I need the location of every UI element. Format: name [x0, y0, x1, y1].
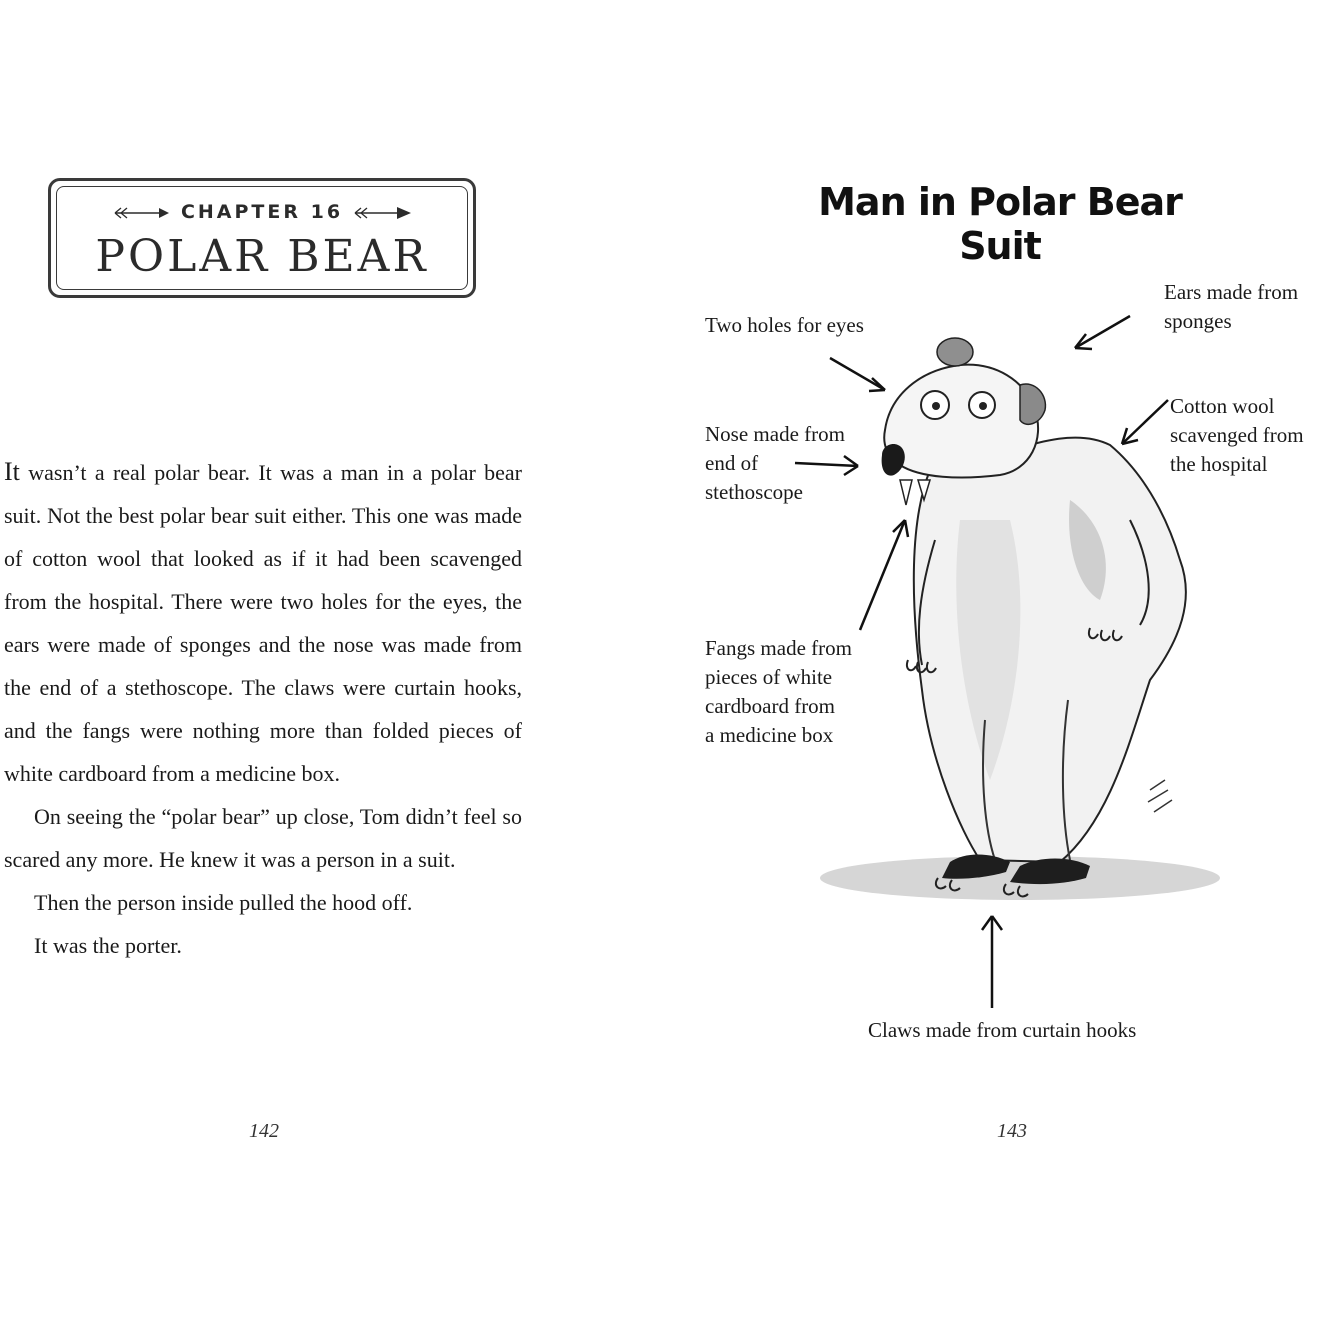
label-nose: Nose made from end of stethoscope	[705, 422, 845, 504]
page-number-left: 142	[249, 1120, 279, 1142]
label-eyes: Two holes for eyes	[705, 313, 864, 337]
label-claws: Claws made from curtain hooks	[868, 1018, 1137, 1042]
page-number-right: 143	[997, 1120, 1027, 1142]
diagram-title: Man in Polar Bear Suit	[818, 180, 1182, 268]
right-page	[660, 0, 1320, 1320]
paragraph-1-text: wasn’t a real polar bear. It was a man in a polar bear suit. Not the best polar bear suit either. This one was made of cotton wool that looked as if it had been scavenged from the hospital. There were two holes for the eyes, the ears were made of sponges and the nose was made from the end of a stethoscope. The claws were curtain hooks, and the fangs were nothing more than folded pieces of white cardboard from a medicine box.	[4, 460, 522, 786]
chapter-label-row	[51, 201, 473, 223]
first-word: It	[4, 457, 20, 486]
chapter-heading-box	[48, 178, 476, 298]
label-fangs: Fangs made from pieces of white cardboard from a medicine box	[705, 636, 852, 747]
arrow-left-decoration-icon	[111, 206, 171, 220]
label-cotton-wool: Cotton wool scavenged from the hospital	[1170, 394, 1304, 476]
arrow-right-decoration-icon	[353, 206, 413, 220]
chapter-label: CHAPTER 16	[180, 201, 344, 223]
paragraph-1	[4, 450, 522, 795]
chapter-body-text	[4, 450, 522, 967]
paragraph-3: Then the person inside pulled the hood off.	[34, 890, 413, 915]
chapter-title: POLAR BEAR	[95, 231, 429, 282]
label-ears: Ears made from sponges	[1164, 280, 1299, 333]
paragraph-4: It was the porter.	[34, 933, 182, 958]
paragraph-2: On seeing the “polar bear” up close, Tom didn’t feel so scared any more. He knew it was a person in a suit.	[4, 804, 522, 872]
